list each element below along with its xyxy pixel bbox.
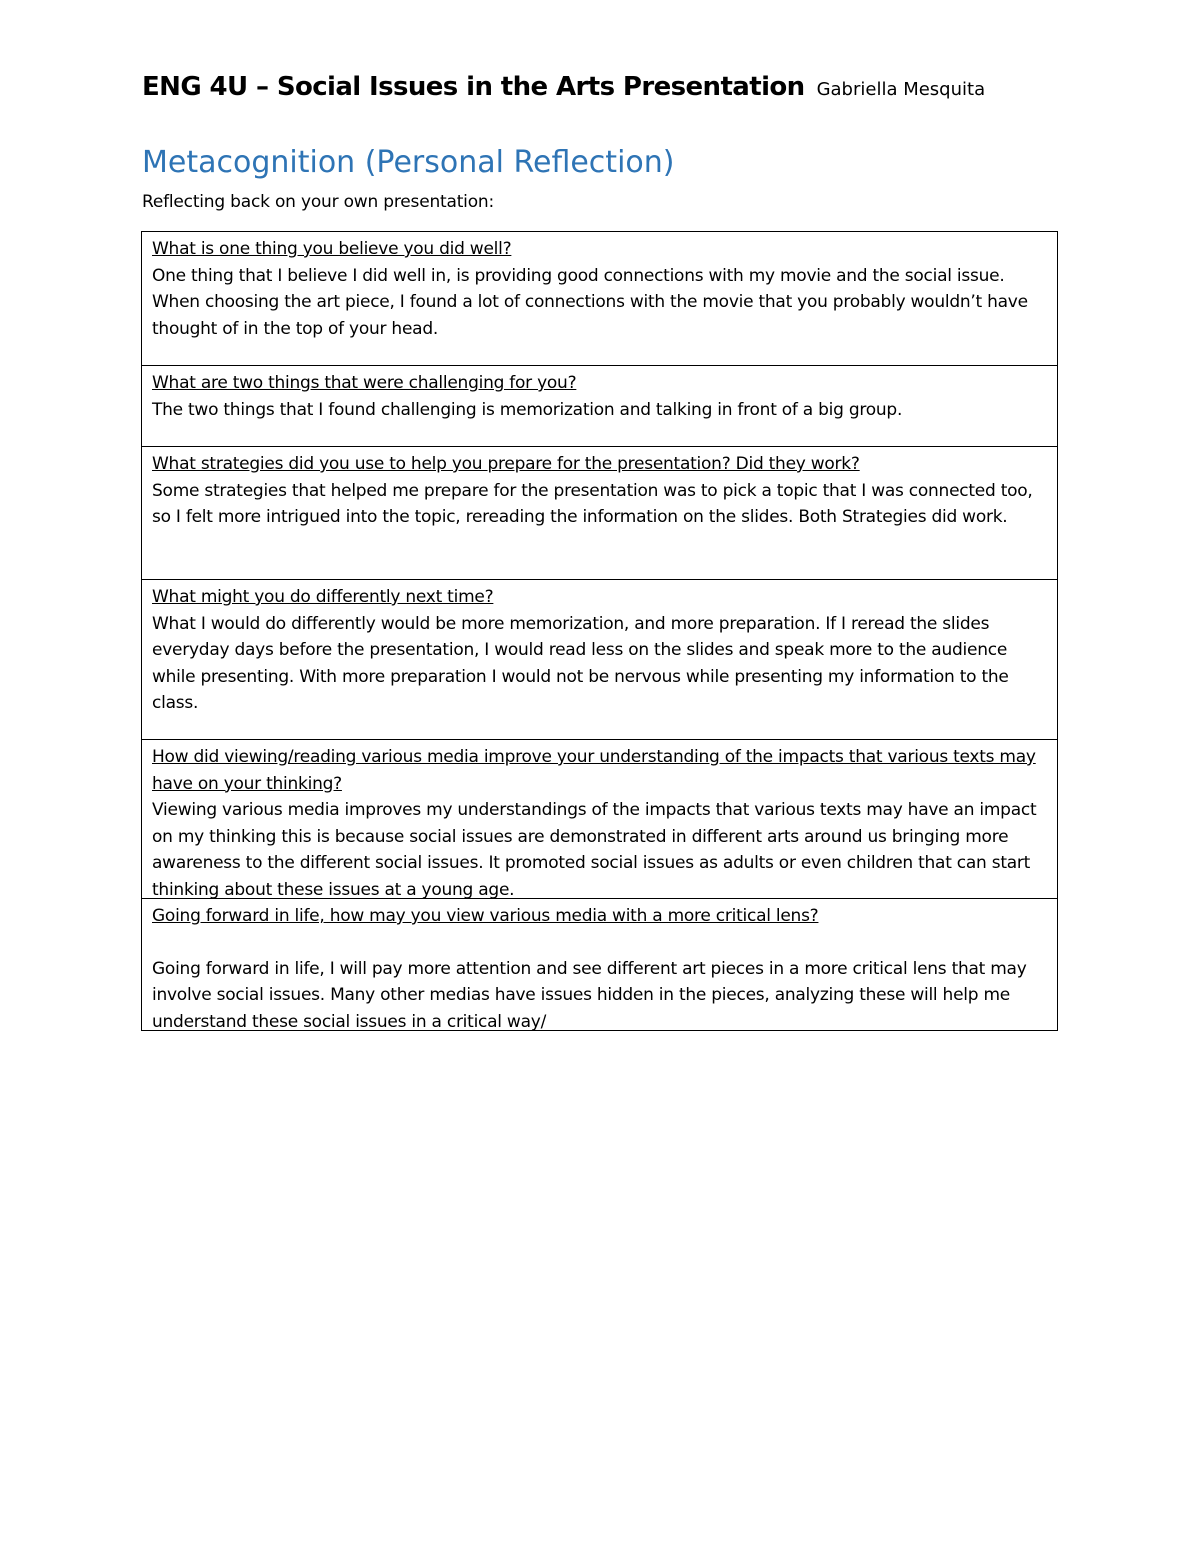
question-text: What strategies did you use to help you prepare for the presentation? Did they work? <box>152 454 860 474</box>
document-header <box>142 72 985 102</box>
table-row <box>142 365 1057 446</box>
document-title: ENG 4U – Social Issues in the Arts Presentation <box>142 72 805 102</box>
answer-text: Some strategies that helped me prepare for the presentation was to pick a topic that I was connected too, so I felt more intrigued into the topic, rereading the information on the slides. Both Strategies did work. <box>152 480 1033 527</box>
table-row <box>142 898 1057 1030</box>
table-row <box>142 579 1057 739</box>
table-row <box>142 232 1057 365</box>
section-heading: Metacognition (Personal Reflection) <box>142 145 675 180</box>
author-name: Gabriella Mesquita <box>816 79 986 100</box>
answer-text: One thing that I believe I did well in, is providing good connections with my movie and the social issue. When choosing the art piece, I found a lot of connections with the movie that you probably wouldn’t have thought of in the top of your head. <box>152 265 1028 339</box>
answer-text: Viewing various media improves my understandings of the impacts that various texts may have an impact on my thinking this is because social issues are demonstrated in different arts around us bringing more awareness to the different social issues. It promoted social issues as adults or even children that can start thinking about these issues at a young age. <box>152 800 1037 898</box>
question-text: Going forward in life, how may you view various media with a more critical lens? <box>152 906 819 926</box>
question-text: What might you do differently next time? <box>152 587 494 607</box>
reflection-table <box>141 231 1058 1031</box>
question-text: What are two things that were challenging for you? <box>152 373 577 393</box>
answer-text: Going forward in life, I will pay more attention and see different art pieces in a more critical lens that may involve social issues. Many other medias have issues hidden in the pieces, analyzing these will help me understand these social issues in a critical way/ <box>152 958 1027 1030</box>
table-row <box>142 739 1057 898</box>
answer-text: What I would do differently would be more memorization, and more preparation. If I reread the slides everyday days before the presentation, I would read less on the slides and speak more to the audience while presenting. With more preparation I would not be nervous while presenting my information to the class. <box>152 613 1009 713</box>
question-text: What is one thing you believe you did well? <box>152 239 512 259</box>
answer-text: The two things that I found challenging is memorization and talking in front of a big group. <box>152 399 903 420</box>
question-text: How did viewing/reading various media improve your understanding of the impacts that various texts may have on your thinking? <box>152 747 1036 794</box>
blank-line <box>152 930 1047 956</box>
table-row <box>142 446 1057 579</box>
section-intro: Reflecting back on your own presentation: <box>142 192 495 212</box>
